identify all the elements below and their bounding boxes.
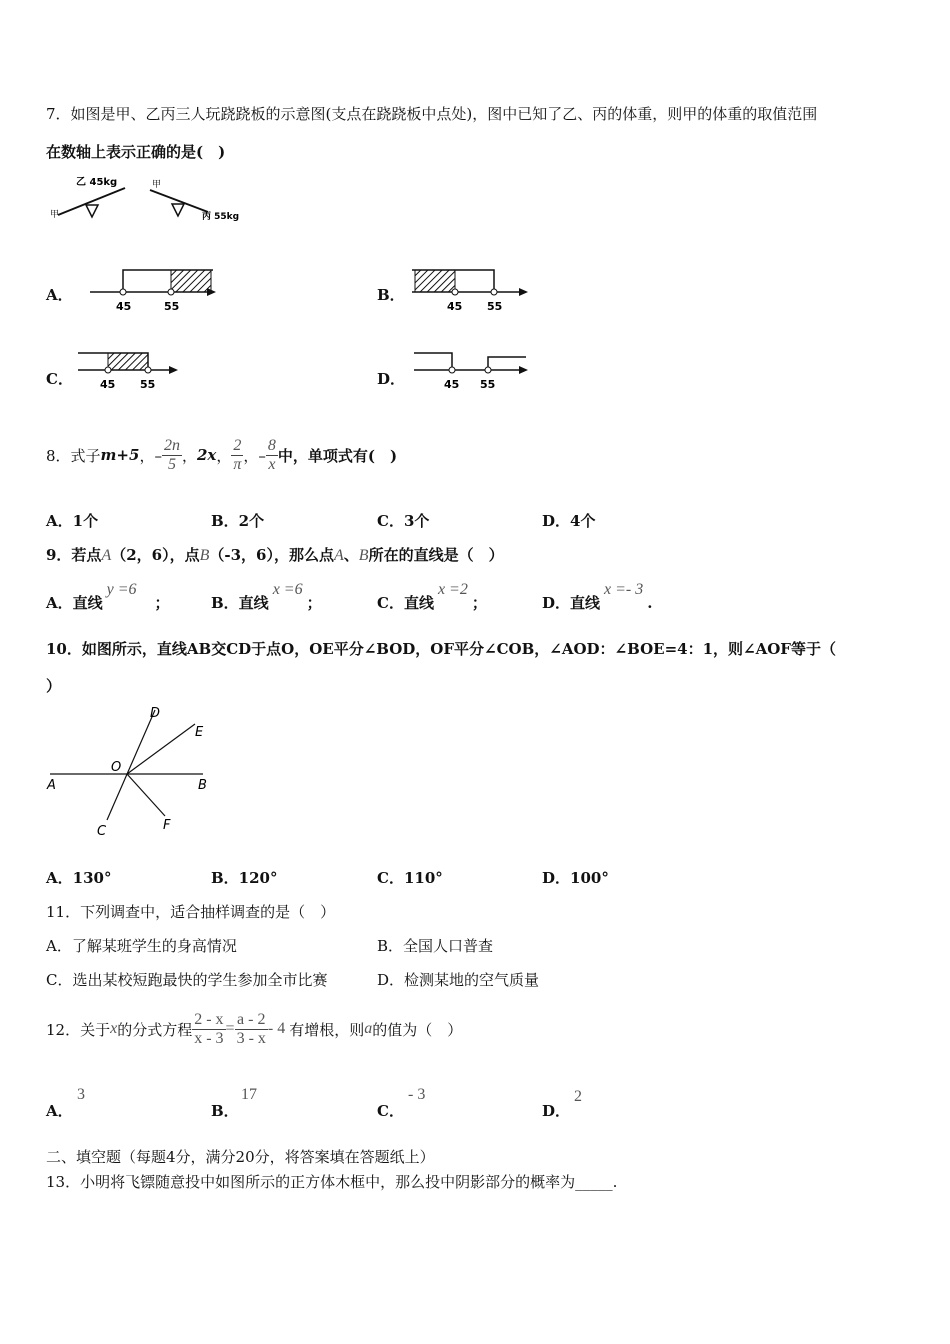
q11-option-d: D．检测某地的空气质量 <box>377 971 540 989</box>
q11-option-a: A．了解某班学生的身高情况 <box>46 937 237 955</box>
q10-label-e: E <box>195 725 204 740</box>
q8-option-c: C．3个 <box>377 512 430 530</box>
q7-option-c-label: C． <box>46 370 73 388</box>
q7-option-c-tick-55: 55 <box>140 378 156 391</box>
q13-stem: 13．小明将飞镖随意投中如图所示的正方体木框中，那么投中阴影部分的概率为_____. <box>46 1173 618 1191</box>
q7-option-a-tick-45: 45 <box>116 300 132 313</box>
q7-option-c-tick-45: 45 <box>100 378 116 391</box>
q7-option-a-label: A． <box>46 286 73 304</box>
q8-option-b: B．2个 <box>211 512 265 530</box>
q7-stem-line2: 在数轴上表示正确的是( ) <box>46 143 226 161</box>
q8-suffix: 中，单项式有( ) <box>277 446 398 465</box>
q7-option-b-numberline <box>410 266 535 314</box>
q12-stem: 12．关于 x 的分式方程 $\frac{2 - x}{x - 3}$ = $\frac{a - 2}{3 - x}$ - 4 有增根，则 a 的值为（ ） <box>46 1010 463 1047</box>
q9-option-c: C．直线x =2； <box>377 581 487 612</box>
q8-frac-2: $\frac{2}{\pi}$ <box>233 436 242 473</box>
q12-option-d-value: 2 <box>574 1088 582 1105</box>
q10-option-c: C．110° <box>377 869 443 887</box>
q11-option-b: B．全国人口普查 <box>377 937 494 955</box>
q8-term-2: 2x <box>196 446 217 464</box>
q7-option-d-tick-45: 45 <box>444 378 460 391</box>
q12-option-c-value: - 3 <box>408 1086 426 1103</box>
q10-label-o: O <box>111 760 122 775</box>
q10-option-d: D．100° <box>542 869 609 887</box>
q12-option-a-label: A． <box>46 1102 73 1120</box>
q9-option-b: B．直线x =6； <box>211 581 322 612</box>
q8-prefix: 8．式子 <box>46 446 101 465</box>
q7-option-d-tick-55: 55 <box>480 378 496 391</box>
q7-option-b-tick-55: 55 <box>487 300 503 313</box>
q12-option-c-label: C． <box>377 1102 404 1120</box>
q8-stem: 8．式子 m+5 ，– $\frac{2n}{5}$ ， 2x ， $\frac{2}{\pi}$ ，– $\frac{8}{x}$ 中，单项式有( ) <box>46 436 398 473</box>
q10-label-d: D <box>150 706 161 721</box>
q10-option-b: B．120° <box>211 869 278 887</box>
q8-frac-1: $\frac{2n}{5}$ <box>163 436 180 473</box>
q10-label-a: A <box>47 778 56 793</box>
q7-option-b-tick-45: 45 <box>447 300 463 313</box>
q9-stem: 9．若点A（2，6），点B（-3，6），那么点A、B所在的直线是（ ） <box>46 546 504 564</box>
q8-option-d: D．4个 <box>542 512 596 530</box>
q10-label-b: B <box>198 778 207 793</box>
q10-label-f: F <box>163 818 171 833</box>
q7-option-c-numberline <box>76 348 191 396</box>
q7-seesaw2-right: 丙 55kg <box>202 212 240 222</box>
q7-stem-line1: 7．如图是甲、乙丙三人玩跷跷板的示意图(支点在跷跷板中点处)，图中已知了乙、丙的体重，则甲的体重的取值范围 <box>46 105 818 123</box>
q11-stem: 11．下列调查中，适合抽样调查的是（ ） <box>46 903 336 921</box>
q10-option-a: A．130° <box>46 869 112 887</box>
q7-option-d-label: D． <box>377 370 406 388</box>
q7-option-a-tick-55: 55 <box>164 300 180 313</box>
q7-option-b-label: B． <box>377 286 405 304</box>
q10-stem-line2: ） <box>46 677 62 695</box>
q7-seesaw2-left: 甲 <box>152 180 162 190</box>
q11-option-c: C．选出某校短跑最快的学生参加全市比赛 <box>46 971 328 989</box>
q10-label-c: C <box>97 824 107 839</box>
q12-option-a-value: 3 <box>77 1086 85 1103</box>
q12-option-b-label: B． <box>211 1102 239 1120</box>
q12-frac-2: $\frac{a - 2}{3 - x}$ <box>236 1010 266 1047</box>
q9-option-a: A．直线y =6； <box>46 581 170 612</box>
q12-option-d-label: D． <box>542 1102 571 1120</box>
q9-option-d: D．直线x =- 3. <box>542 581 653 612</box>
q10-angle-figure <box>45 700 225 845</box>
q7-seesaw1-left: 甲 <box>50 210 60 220</box>
q8-term-1: m+5 <box>100 446 140 464</box>
q12-option-b-value: 17 <box>241 1086 257 1103</box>
q8-option-a: A．1个 <box>46 512 99 530</box>
q12-frac-1: $\frac{2 - x}{x - 3}$ <box>194 1010 224 1047</box>
q8-frac-3: $\frac{8}{x}$ <box>267 436 276 473</box>
q7-option-a-numberline <box>88 266 223 314</box>
q7-seesaw1-right: 乙 45kg <box>76 177 118 188</box>
q7-seesaw-figure <box>50 170 250 230</box>
section2-title: 二、填空题（每题4分，满分20分，将答案填在答题纸上） <box>46 1148 435 1166</box>
q7-option-d-numberline <box>412 348 537 396</box>
q10-stem-line1: 10．如图所示，直线AB交CD于点O，OE平分∠BOD，OF平分∠COB，∠AOD：∠BOE=4：1，则∠AOF等于（ <box>46 640 836 658</box>
